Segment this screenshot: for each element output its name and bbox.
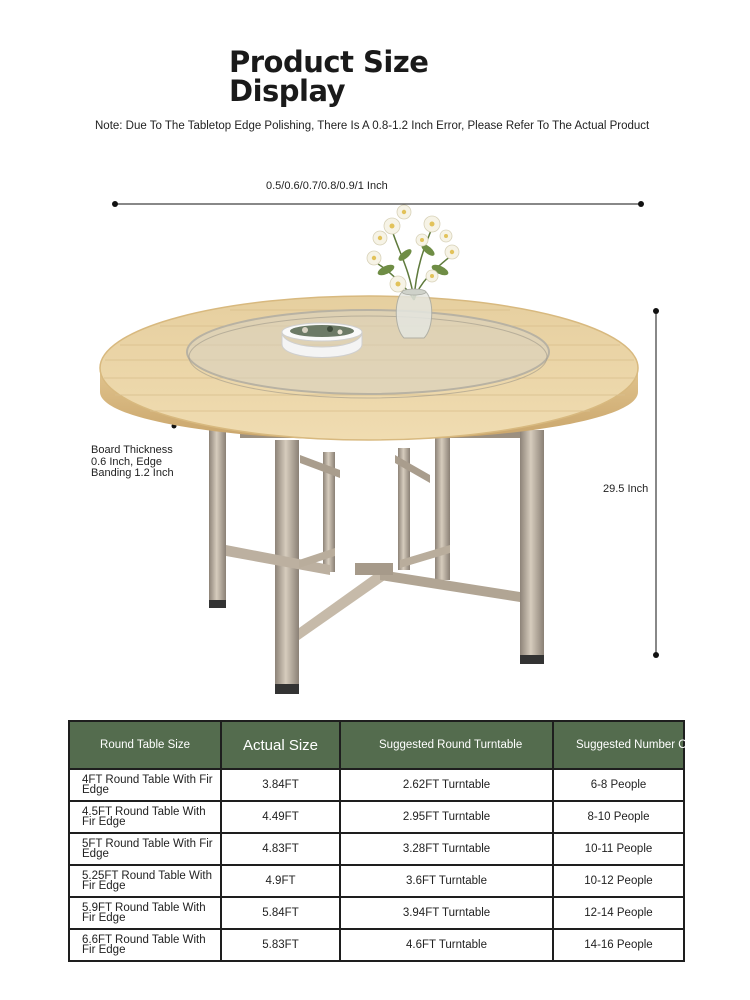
cell-actual-size: 4.9FT [221, 865, 340, 897]
title-line-2: Display [229, 74, 346, 108]
cell-table-size: 5.25FT Round Table With Fir Edge [69, 865, 221, 897]
cell-actual-size: 3.84FT [221, 769, 340, 801]
cell-turntable: 3.6FT Turntable [340, 865, 553, 897]
cell-actual-size: 5.84FT [221, 897, 340, 929]
cell-people: 12-14 People [553, 897, 684, 929]
cell-actual-size: 5.83FT [221, 929, 340, 961]
cell-people: 10-12 People [553, 865, 684, 897]
table-frame [209, 430, 544, 694]
header-actual-size: Actual Size [221, 721, 340, 769]
cell-table-size: 5FT Round Table With Fir Edge [69, 833, 221, 865]
cell-people: 8-10 People [553, 801, 684, 833]
cell-turntable: 2.95FT Turntable [340, 801, 553, 833]
table-row [69, 929, 684, 961]
table-row [69, 833, 684, 865]
cell-table-size: 4FT Round Table With Fir Edge [69, 769, 221, 801]
cell-people: 10-11 People [553, 833, 684, 865]
height-dimension-line [653, 308, 659, 658]
table-row [69, 865, 684, 897]
width-dimension-line [112, 201, 644, 207]
size-table [68, 720, 730, 962]
cell-actual-size: 4.83FT [221, 833, 340, 865]
board-label-line-1: Board Thickness [91, 444, 173, 456]
table-row [69, 897, 684, 929]
table-row [69, 769, 684, 801]
header-suggested-people: Suggested Number Of People [553, 721, 684, 769]
size-table-header-row [69, 721, 684, 769]
title-line-1: Product Size [229, 45, 429, 79]
cell-turntable: 4.6FT Turntable [340, 929, 553, 961]
cell-table-size: 6.6FT Round Table With Fir Edge [69, 929, 221, 961]
header-round-table-size: Round Table Size [69, 721, 221, 769]
cell-turntable: 2.62FT Turntable [340, 769, 553, 801]
cell-table-size: 4.5FT Round Table With Fir Edge [69, 801, 221, 833]
cell-turntable: 3.94FT Turntable [340, 897, 553, 929]
cell-turntable: 3.28FT Turntable [340, 833, 553, 865]
cell-table-size: 5.9FT Round Table With Fir Edge [69, 897, 221, 929]
cell-people: 14-16 People [553, 929, 684, 961]
tolerance-note: Note: Due To The Tabletop Edge Polishing, There Is A 0.8-1.2 Inch Error, Please Refer To The Actual Product [95, 120, 650, 132]
height-dimension-label: 29.5 Inch [603, 483, 649, 495]
board-label-line-2: 0.6 Inch, Edge [91, 455, 162, 468]
cell-people: 6-8 People [553, 769, 684, 801]
cell-actual-size: 4.49FT [221, 801, 340, 833]
width-dimension-label: 0.5/0.6/0.7/0.8/0.9/1 Inch [266, 180, 388, 192]
table-row [69, 801, 684, 833]
board-label-line-3: Banding 1.2 Inch [91, 467, 174, 479]
header-suggested-turntable: Suggested Round Turntable [340, 721, 553, 769]
